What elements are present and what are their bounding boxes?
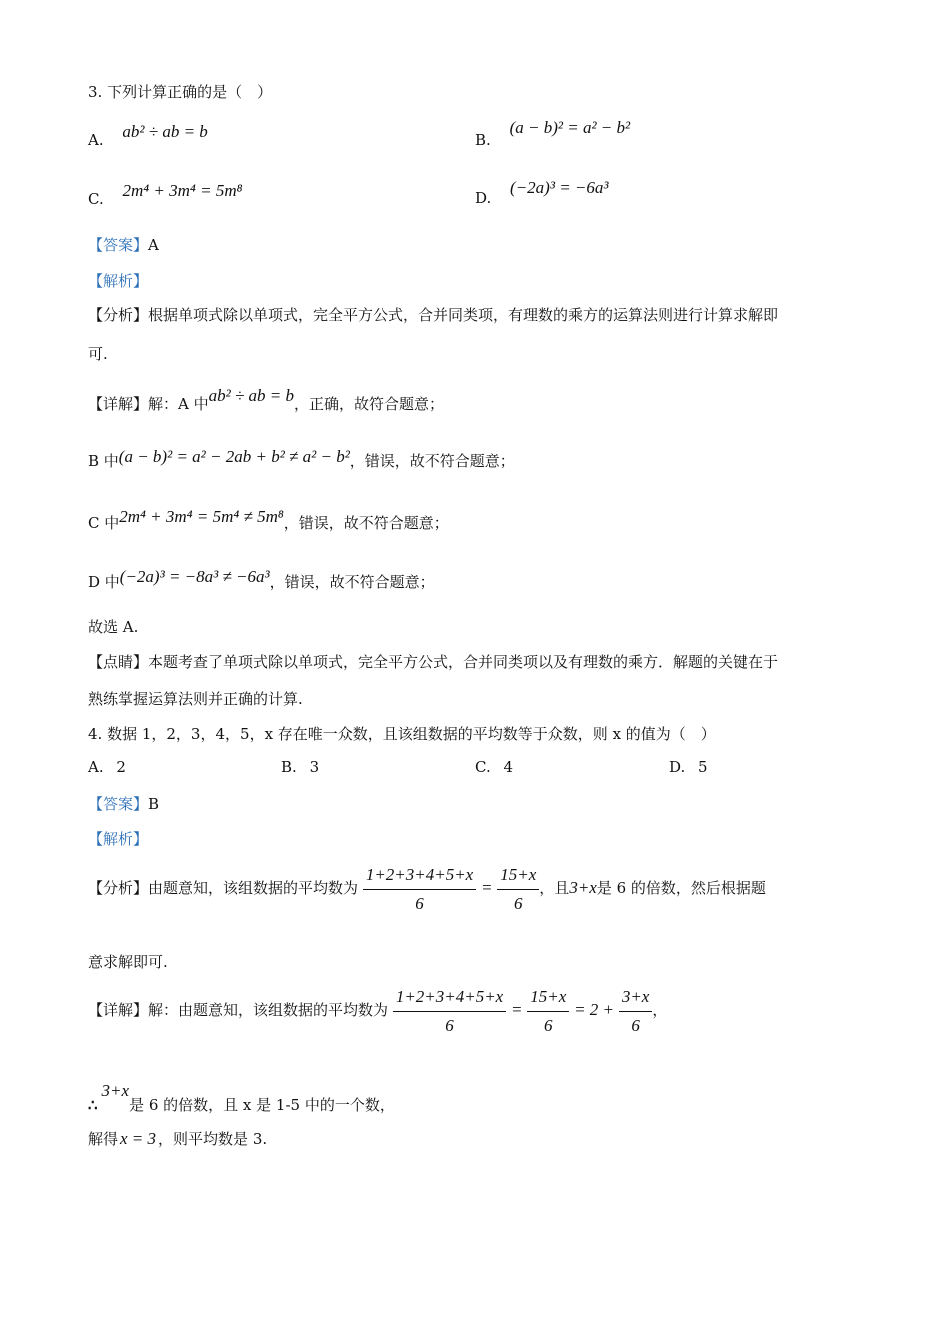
q4-detail xyxy=(88,980,667,1040)
q3-option-b xyxy=(475,118,630,149)
remainder-fraction xyxy=(619,985,653,1038)
q4-fenxi-line2: 意求解即可. xyxy=(88,953,168,971)
q3-dianjing-line1 xyxy=(88,651,778,673)
fenxi-tag: 【分析】 xyxy=(88,306,149,324)
detail-expr: (−2a)³ = −8a³ ≠ −6a³ xyxy=(119,567,270,586)
option-label: D. xyxy=(475,189,492,207)
q4-option-b xyxy=(281,758,319,776)
q3-stem: 3. 下列计算正确的是（ ） xyxy=(88,83,273,101)
fraction-numerator: 3+x xyxy=(619,985,653,1012)
detail-expr: (a − b)² = a² − 2ab + b² ≠ a² − b² xyxy=(118,447,350,466)
therefore-text: 是 6 的倍数，且 x 是 1-5 中的一个数， xyxy=(129,1096,395,1114)
mean-fraction xyxy=(393,985,506,1038)
option-expr: (−2a)³ = −6a³ xyxy=(510,178,609,197)
dianjing-tag: 【点睛】 xyxy=(88,653,149,671)
q3-option-a xyxy=(88,122,208,149)
q3-fenxi-line2: 可. xyxy=(88,345,108,363)
q3-detail-c xyxy=(88,506,449,534)
mean-fraction xyxy=(363,863,476,916)
fenxi-expr: 3+x xyxy=(569,878,597,897)
fraction-denominator: 6 xyxy=(631,1015,640,1035)
detail-text: D 中 xyxy=(88,573,120,591)
fraction-denominator: 6 xyxy=(445,1015,454,1035)
option-expr: ab² ÷ ab = b xyxy=(122,122,208,141)
plus-two: = 2 + xyxy=(574,1000,615,1019)
fenxi-text: 根据单项式除以单项式，完全平方公式，合并同类项，有理数的乘方的运算法则进行计算求解即 xyxy=(148,306,779,324)
q4-option-a xyxy=(88,758,126,776)
q3-option-c xyxy=(88,181,243,208)
q3-detail-b xyxy=(88,446,515,472)
answer-value: B xyxy=(148,795,160,813)
fraction-numerator: 15+x xyxy=(497,863,539,890)
therefore-expr: 3+x xyxy=(101,1081,130,1100)
q4-fenxi-line1 xyxy=(88,858,766,918)
equals-sign: = xyxy=(481,878,493,897)
answer-value: A xyxy=(148,236,159,254)
equals-sign: = xyxy=(511,1000,523,1019)
q3-dianjing-line2: 熟练掌握运算法则并正确的计算. xyxy=(88,690,303,708)
q3-detail-a xyxy=(88,385,444,415)
fraction-numerator: 1+2+3+4+5+x xyxy=(393,985,506,1012)
option-expr: (a − b)² = a² − b² xyxy=(509,118,631,137)
solve-text: 解得 xyxy=(88,1130,119,1148)
q4-solve xyxy=(88,1128,267,1150)
option-label: D. xyxy=(669,758,686,776)
option-label: B. xyxy=(475,131,491,149)
detail-text: C 中 xyxy=(88,514,120,532)
option-value: 4 xyxy=(503,758,514,776)
detail-tag: 【详解】 xyxy=(88,395,149,413)
fraction-denominator: 6 xyxy=(415,893,424,913)
option-label: C. xyxy=(475,758,491,776)
detail-text: ，错误，故不符合题意； xyxy=(283,514,449,532)
q4-stem: 4. 数据 1，2，3，4，5，x 存在唯一众数，且该组数据的平均数等于众数，则 x 的值为（ ） xyxy=(88,725,716,743)
detail-text: 解：由题意知，该组数据的平均数为 xyxy=(148,1001,389,1019)
therefore-symbol: ∴ xyxy=(88,1096,98,1114)
q3-detail-d xyxy=(88,566,435,593)
q4-answer xyxy=(88,793,159,815)
option-value: 5 xyxy=(698,758,708,776)
q3-analysis-tag: 【解析】 xyxy=(88,272,149,290)
answer-tag: 【答案】 xyxy=(88,236,149,254)
detail-text: ， xyxy=(652,1001,668,1019)
q4-option-c xyxy=(475,758,513,776)
detail-expr: ab² ÷ ab = b xyxy=(208,386,295,405)
detail-text: ，错误，故不符合题意； xyxy=(269,573,435,591)
q4-option-d xyxy=(669,758,708,776)
fenxi-text: 由题意知，该组数据的平均数为 xyxy=(148,879,359,897)
mean-fraction-simplified xyxy=(497,863,539,916)
option-expr: 2m⁴ + 3m⁴ = 5m⁸ xyxy=(122,181,243,200)
solve-expr: x = 3 xyxy=(120,1129,157,1148)
mean-fraction-simplified xyxy=(527,985,569,1038)
fraction-denominator: 6 xyxy=(514,893,523,913)
fraction-numerator: 1+2+3+4+5+x xyxy=(363,863,476,890)
option-value: 2 xyxy=(116,758,126,776)
option-label: C. xyxy=(88,190,104,208)
fraction-denominator: 6 xyxy=(544,1015,553,1035)
detail-text: ，正确，故符合题意； xyxy=(294,395,445,413)
dianjing-text: 本题考查了单项式除以单项式，完全平方公式，合并同类项以及有理数的乘方．解题的关键在于 xyxy=(148,653,779,671)
option-label: B. xyxy=(281,758,297,776)
q4-therefore xyxy=(88,1080,395,1116)
q3-answer xyxy=(88,234,159,256)
detail-tag: 【详解】 xyxy=(88,1001,149,1019)
detail-text: ，错误，故不符合题意； xyxy=(349,452,515,470)
q3-option-d xyxy=(475,178,608,207)
fraction-numerator: 15+x xyxy=(527,985,569,1012)
q4-analysis-tag: 【解析】 xyxy=(88,830,149,848)
option-label: A. xyxy=(88,758,104,776)
fenxi-text: ，且 xyxy=(539,879,570,897)
fenxi-text: 是 6 的倍数，然后根据题 xyxy=(596,879,766,897)
answer-tag: 【答案】 xyxy=(88,795,149,813)
detail-text: B 中 xyxy=(88,452,119,470)
q3-choose: 故选 A. xyxy=(88,618,139,636)
detail-text: 解：A 中 xyxy=(148,395,209,413)
detail-expr: 2m⁴ + 3m⁴ = 5m⁴ ≠ 5m⁸ xyxy=(119,507,284,526)
option-label: A. xyxy=(88,131,104,149)
q3-fenxi-line1 xyxy=(88,304,778,326)
option-value: 3 xyxy=(309,758,320,776)
fenxi-tag: 【分析】 xyxy=(88,879,149,897)
solve-text: ，则平均数是 3. xyxy=(158,1130,268,1148)
